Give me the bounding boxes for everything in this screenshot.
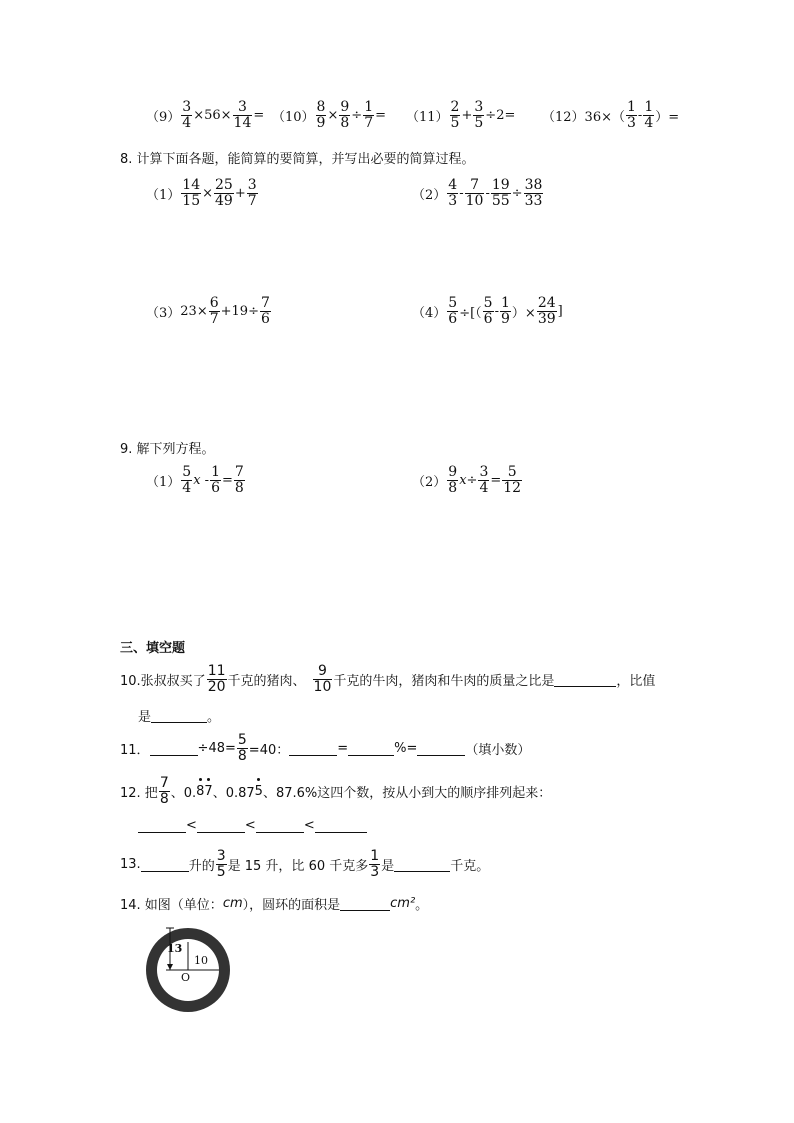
- fraction: $\frac{38}{33}$: [524, 177, 543, 209]
- fraction: $\frac{1}{9}$: [501, 295, 510, 327]
- fraction: $\frac{7}{10}$: [465, 177, 484, 209]
- repeating-digit: 7: [204, 784, 213, 799]
- answer-blank[interactable]: [394, 857, 450, 872]
- question-8-title: 8. 计算下面各题，能简算的要简算，并写出必要的简算过程。: [120, 152, 475, 167]
- fraction: $\frac{8}{9}$: [316, 99, 326, 131]
- fraction: $\frac{7}{8}$: [234, 464, 244, 496]
- q9-equation-2: （2） $\frac{9}{8}$ x÷ $\frac{3}{4}$ = $\frac{5}{12}$: [412, 464, 522, 496]
- fraction: $\frac{19}{55}$: [491, 177, 510, 209]
- question-11: 11． ÷48= $\frac{5}{8}$ =40： = %= （填小数）: [120, 732, 531, 764]
- fraction: $\frac{6}{7}$: [209, 295, 219, 327]
- problem-11: （11） $\frac{2}{5}$ + $\frac{3}{5}$ ÷2=: [406, 99, 516, 131]
- answer-blank[interactable]: [289, 741, 337, 756]
- fraction: $\frac{25}{49}$: [215, 177, 233, 209]
- fraction: $\frac{9}{8}$: [448, 464, 458, 496]
- repeating-digit: 8: [196, 784, 205, 799]
- fraction: $\frac{9}{8}$: [340, 99, 350, 131]
- answer-blank[interactable]: [138, 818, 186, 833]
- outer-radius-label: 13: [167, 942, 183, 955]
- fraction: $\frac{11}{20}$: [207, 663, 226, 695]
- repeating-digit: 5: [254, 784, 263, 799]
- fraction: $\frac{1}{4}$: [644, 99, 654, 131]
- q8-problem-3: （3） 23× $\frac{6}{7}$ +19÷ $\frac{7}{6}$: [146, 295, 270, 327]
- q8-problem-4: （4） $\frac{5}{6}$ ÷[（ $\frac{5}{6}$ - $\frac{1}{9}$ ）× $\frac{24}{39}$ ]: [412, 295, 563, 327]
- answer-blank[interactable]: [554, 672, 616, 687]
- fraction: $\frac{9}{10}$: [313, 663, 332, 695]
- answer-blank[interactable]: [150, 741, 198, 756]
- fraction: $\frac{5}{12}$: [503, 464, 522, 496]
- answer-blank[interactable]: [315, 818, 367, 833]
- problem-12: （12） 36×（ $\frac{1}{3}$ - $\frac{1}{4}$ ）=: [542, 99, 680, 131]
- fraction: $\frac{4}{3}$: [448, 177, 458, 209]
- problem-9: （9） $\frac{3}{4}$ ×56× $\frac{3}{14}$ =: [146, 99, 265, 131]
- answer-blank[interactable]: [197, 818, 245, 833]
- answer-blank[interactable]: [417, 741, 465, 756]
- fraction: $\frac{24}{39}$: [537, 295, 556, 327]
- fraction: $\frac{7}{8}$: [159, 775, 169, 807]
- inner-radius-label: 10: [194, 954, 208, 967]
- question-10-line-2: 是 。: [138, 710, 221, 725]
- answer-blank[interactable]: [348, 741, 394, 756]
- fraction: $\frac{3}{5}$: [474, 99, 484, 131]
- fraction: $\frac{7}{6}$: [260, 295, 270, 327]
- question-12: 12. 把 $\frac{7}{8}$ 、0. 8 7 、0.87 5 、87.6%这四个数，按从小到大的顺序排列起来：: [120, 775, 552, 807]
- fraction: $\frac{1}{7}$: [364, 99, 374, 131]
- fraction: $\frac{1}{3}$: [370, 848, 380, 880]
- fraction: $\frac{1}{3}$: [626, 99, 636, 131]
- fraction: $\frac{14}{15}$: [182, 177, 201, 209]
- fraction: $\frac{3}{4}$: [479, 464, 489, 496]
- fraction: $\frac{5}{4}$: [182, 464, 192, 496]
- fraction: $\frac{5}{6}$: [483, 295, 493, 327]
- fraction: $\frac{2}{5}$: [450, 99, 460, 131]
- fraction: $\frac{5}{6}$: [448, 295, 458, 327]
- answer-blank[interactable]: [340, 896, 390, 911]
- q9-equation-1: （1） $\frac{5}{4}$ x - $\frac{1}{6}$ = $\frac{7}{8}$: [146, 464, 244, 496]
- q8-problem-2: （2） $\frac{4}{3}$ - $\frac{7}{10}$ - $\frac{19}{55}$ ÷ $\frac{38}{33}$: [412, 177, 543, 209]
- question-10: 10.张叔叔买了 $\frac{11}{20}$ 千克的猪肉、 $\frac{9}{10}$ 千克的牛肉，猪肉和牛肉的质量之比是 ，比值: [120, 663, 656, 695]
- annulus-figure: [136, 920, 240, 1016]
- fraction: $\frac{3}{5}$: [216, 848, 226, 880]
- fraction: $\frac{3}{7}$: [247, 177, 257, 209]
- fraction: $\frac{5}{8}$: [237, 732, 247, 764]
- answer-blank[interactable]: [256, 818, 304, 833]
- question-12-ordering: < < <: [138, 818, 367, 833]
- answer-blank[interactable]: [141, 857, 189, 872]
- fraction: $\frac{3}{14}$: [233, 99, 252, 131]
- fraction: $\frac{1}{6}$: [211, 464, 220, 496]
- center-label: O: [181, 971, 191, 984]
- annulus-diagram: [136, 920, 240, 1016]
- fraction: $\frac{3}{4}$: [182, 99, 192, 131]
- q8-problem-1: （1） $\frac{14}{15}$ × $\frac{25}{49}$ + $\frac{3}{7}$: [146, 177, 257, 209]
- section-3-title: 三、填空题: [120, 641, 186, 656]
- problem-10: （10） $\frac{8}{9}$ × $\frac{9}{8}$ ÷ $\frac{1}{7}$ =: [272, 99, 387, 131]
- question-13: 13. 升的 $\frac{3}{5}$ 是 15 升，比 60 千克多 $\frac{1}{3}$ 是 千克。: [120, 848, 490, 880]
- question-14: 14. 如图（单位： cm ），圆环的面积是 cm² 。: [120, 896, 429, 913]
- question-9-title: 9. 解下列方程。: [120, 442, 215, 457]
- answer-blank[interactable]: [151, 708, 207, 723]
